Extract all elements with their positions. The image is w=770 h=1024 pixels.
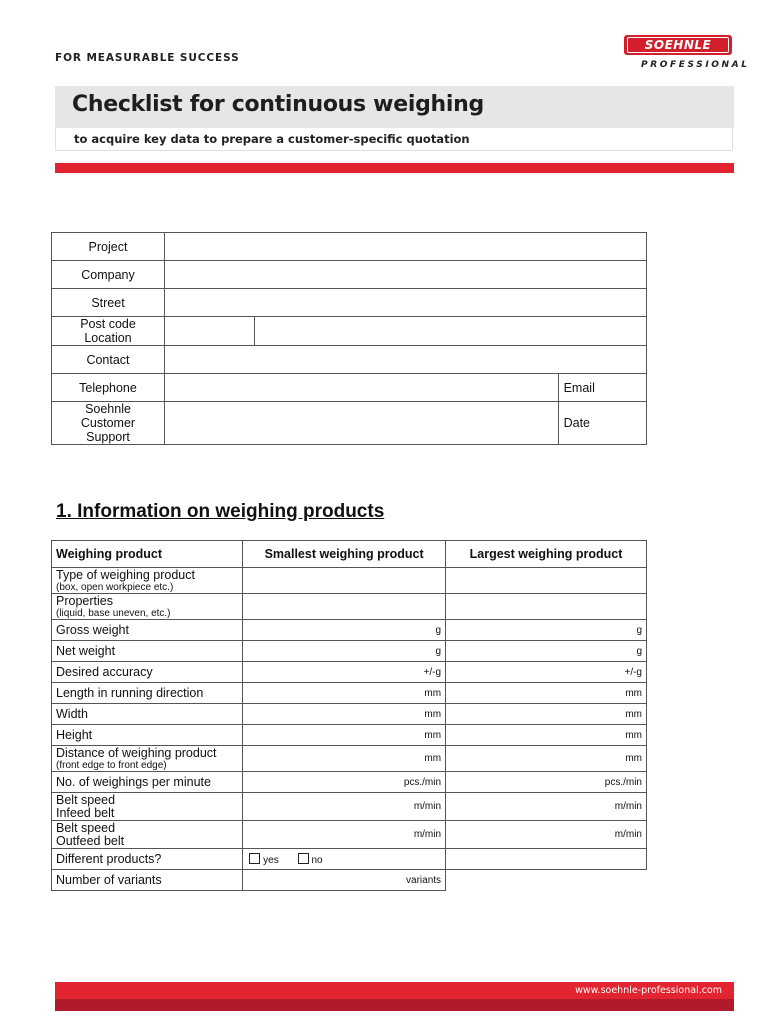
header-red-bar [55,163,734,173]
outfeed-largest-field[interactable] [446,821,647,849]
street-label: Street [52,289,165,317]
contact-field[interactable] [165,346,647,374]
email-label: Email [563,380,595,395]
unit-label: mm [625,687,642,699]
type-largest-field[interactable] [446,568,647,594]
yes-checkbox[interactable] [249,853,260,864]
unit-label: pcs./min [604,776,642,788]
post-code-field[interactable] [165,317,255,346]
length-smallest-field[interactable] [243,683,446,704]
infeed-smallest-field[interactable] [243,793,446,821]
unit-label: variants [406,874,442,886]
no-checkbox[interactable] [298,853,309,864]
logo-subtitle: PROFESSIONAL [641,60,750,70]
distance-note: (front edge to front edge) [56,759,167,771]
row-label-properties [52,594,243,620]
date-label: Date [563,416,590,430]
gross-weight-label: Gross weight [52,620,243,641]
no-option[interactable] [298,853,323,866]
unit-label: mm [625,729,642,741]
row-label-distance [52,746,243,772]
variants-field[interactable] [243,870,446,891]
accuracy-label: Desired accuracy [52,662,243,683]
unit-label: mm [424,708,442,720]
belt-speed-label: Belt speed [56,792,116,807]
net-weight-smallest-field[interactable] [243,641,446,662]
properties-smallest-field[interactable] [243,594,446,620]
weighing-products-table [51,540,647,891]
date-field[interactable] [558,402,646,445]
outfeed-label: Outfeed belt [56,833,125,848]
properties-note: (liquid, base uneven, etc.) [56,607,171,619]
location-field[interactable] [255,317,647,346]
street-field[interactable] [165,289,647,317]
gross-weight-smallest-field[interactable] [243,620,446,641]
unit-label: +/-g [624,666,642,678]
weighings-largest-field[interactable] [446,772,647,793]
location-text: Location [84,331,132,345]
email-field[interactable] [558,374,646,402]
yes-label: yes [263,854,279,866]
no-label: no [311,854,323,866]
header-weighing-product: Weighing product [52,541,243,568]
support-line1: Soehnle [85,402,131,416]
header-largest-product: Largest weighing product [446,541,647,568]
height-largest-field[interactable] [446,725,647,746]
width-smallest-field[interactable] [243,704,446,725]
distance-largest-field[interactable] [446,746,647,772]
company-field[interactable] [165,261,647,289]
properties-label: Properties [56,593,113,608]
postcode-location-label [52,317,165,346]
weighings-smallest-field[interactable] [243,772,446,793]
different-products-label: Different products? [52,849,243,870]
weighings-per-minute-label: No. of weighings per minute [52,772,243,793]
unit-label: mm [625,708,642,720]
logo-text: SOEHNLE [627,37,729,53]
header-smallest-product: Smallest weighing product [243,541,446,568]
support-line2: Customer [80,416,136,430]
variants-label: Number of variants [52,870,243,891]
type-note: (box, open workpiece etc.) [56,581,174,593]
length-label: Length in running direction [52,683,243,704]
tagline: FOR MEASURABLE SUCCESS [55,52,240,64]
outfeed-smallest-field[interactable] [243,821,446,849]
footer-dark-bar [55,999,734,1011]
unit-label: m/min [614,829,642,840]
unit-label: m/min [614,801,642,812]
support-field[interactable] [165,402,559,445]
different-products-options [243,849,446,870]
belt-speed-label: Belt speed [56,820,116,835]
support-line3: Support [86,430,130,444]
support-label [52,402,165,445]
type-label: Type of weighing product [56,567,195,582]
post-code-text: Post code [80,317,136,331]
soehnle-logo [624,35,732,55]
unit-label: mm [424,687,442,699]
footer-url-link[interactable]: www.soehnle-professional.com [575,985,722,996]
width-largest-field[interactable] [446,704,647,725]
contact-label: Contact [52,346,165,374]
yes-option[interactable] [249,853,279,866]
project-field[interactable] [165,233,647,261]
type-smallest-field[interactable] [243,568,446,594]
unit-label: g [435,624,442,636]
project-label: Project [52,233,165,261]
unit-label: g [636,645,642,657]
page-subtitle: to acquire key data to prepare a customer-specific quotation [74,132,470,146]
infeed-largest-field[interactable] [446,793,647,821]
net-weight-label: Net weight [52,641,243,662]
net-weight-largest-field[interactable] [446,641,647,662]
different-products-largest-cell [446,849,647,870]
row-label-type [52,568,243,594]
unit-label: m/min [413,829,442,840]
width-label: Width [52,704,243,725]
unit-label: +/-g [423,666,442,678]
unit-label: g [435,645,442,657]
infeed-label: Infeed belt [56,805,115,820]
properties-largest-field[interactable] [446,594,647,620]
page-title: Checklist for continuous weighing [72,92,484,117]
variants-empty-cell [446,870,647,891]
gross-weight-largest-field[interactable] [446,620,647,641]
row-label-outfeed [52,821,243,849]
unit-label: pcs./min [403,776,442,788]
length-largest-field[interactable] [446,683,647,704]
height-label: Height [52,725,243,746]
unit-label: mm [625,753,642,764]
unit-label: g [636,624,642,636]
distance-label: Distance of weighing product [56,745,217,760]
telephone-field[interactable] [165,374,559,402]
company-label: Company [52,261,165,289]
height-smallest-field[interactable] [243,725,446,746]
distance-smallest-field[interactable] [243,746,446,772]
accuracy-largest-field[interactable] [446,662,647,683]
section-1-title: 1. Information on weighing products [56,501,385,522]
contact-form-table [51,232,647,445]
unit-label: mm [424,753,442,764]
telephone-label: Telephone [52,374,165,402]
row-label-infeed [52,793,243,821]
accuracy-smallest-field[interactable] [243,662,446,683]
unit-label: m/min [413,801,442,812]
unit-label: mm [424,729,442,741]
